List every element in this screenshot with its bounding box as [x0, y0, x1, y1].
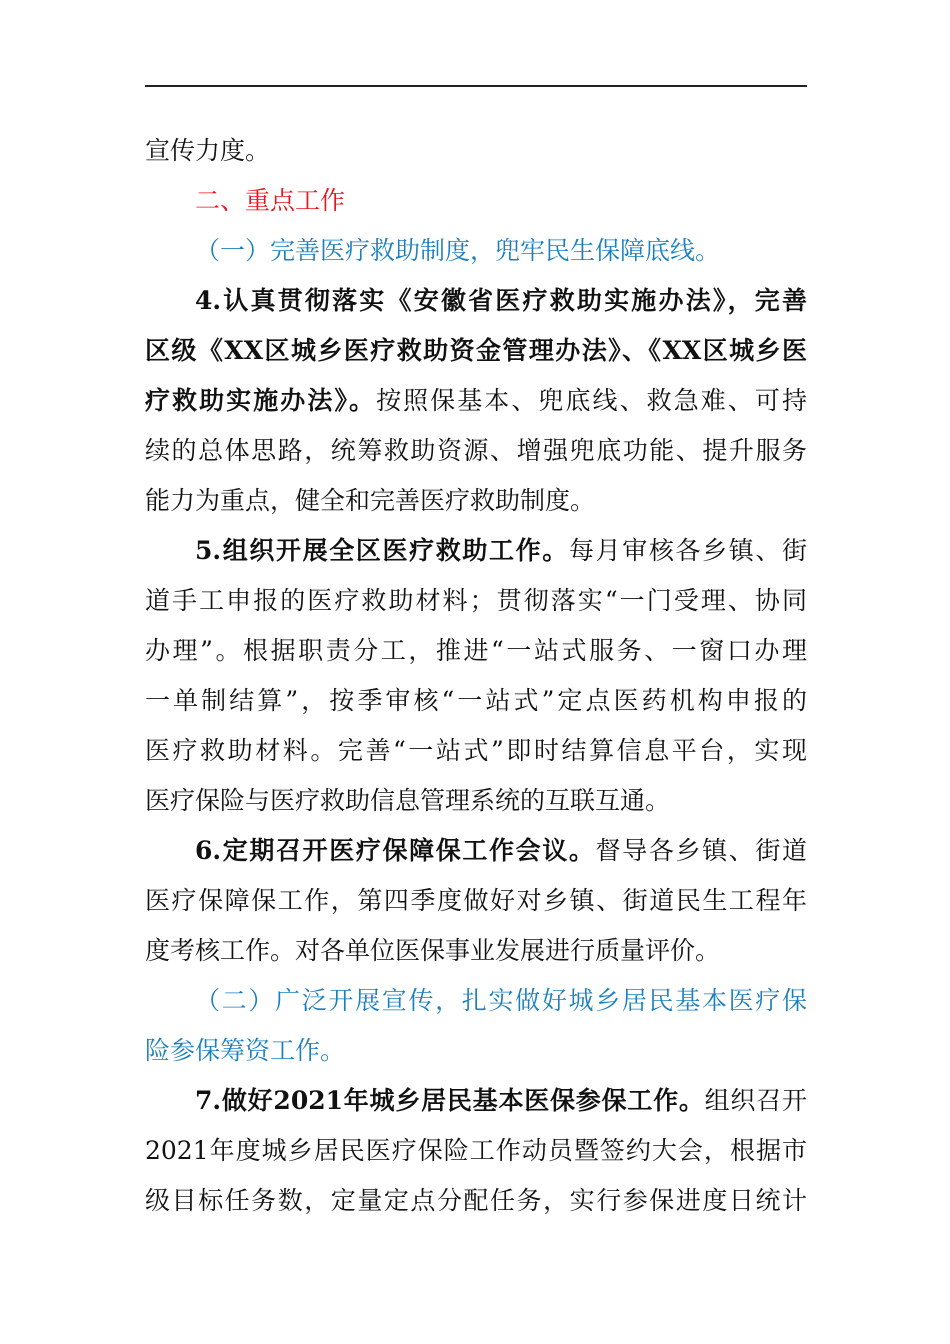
paragraph-line: 能力为重点，健全和完善医疗救助制度。: [145, 486, 596, 515]
subsection-heading: （一）完善医疗救助制度，兜牢民生保障底线。: [195, 236, 721, 265]
paragraph-line: 级目标任务数，定量定点分配任务，实行参保进度日统计: [145, 1186, 807, 1215]
subsection-heading: 险参保筹资工作。: [145, 1036, 346, 1065]
paragraph-line: 道手工申报的医疗救助材料；贯彻落实“一门受理、协同: [145, 586, 807, 615]
subsection-heading: （二）广泛开展宣传，扎实做好城乡居民基本医疗保: [195, 986, 807, 1015]
paragraph-line: 4.认真贯彻落实《安徽省医疗救助实施办法》，完善: [195, 286, 807, 315]
paragraph-line: 一单制结算”，按季审核“一站式”定点医药机构申报的: [145, 686, 807, 715]
paragraph-line: 区级《XX区城乡医疗救助资金管理办法》、《XX区城乡医: [145, 336, 807, 365]
paragraph-line: 医疗保障保工作，第四季度做好对乡镇、街道民生工程年: [145, 886, 807, 915]
header-rule: [145, 85, 807, 87]
paragraph-line: 医疗救助材料。完善“一站式”即时结算信息平台，实现: [145, 736, 807, 765]
paragraph-line: 办理”。根据职责分工，推进“一站式服务、一窗口办理: [145, 636, 807, 665]
section-heading: 二、重点工作: [195, 186, 346, 215]
paragraph-line: 疗救助实施办法》。按照保基本、兜底线、救急难、可持: [145, 386, 807, 415]
paragraph-line: 医疗保险与医疗救助信息管理系统的互联互通。: [145, 786, 671, 815]
paragraph-line: 度考核工作。对各单位医保事业发展进行质量评价。: [145, 936, 721, 965]
paragraph-line: 5.组织开展全区医疗救助工作。每月审核各乡镇、街: [195, 536, 807, 565]
paragraph-line: 7.做好2021年城乡居民基本医保参保工作。组织召开: [195, 1086, 807, 1115]
paragraph-line: 2021年度城乡居民医疗保险工作动员暨签约大会，根据市: [145, 1136, 807, 1165]
paragraph-line: 6.定期召开医疗保障保工作会议。督导各乡镇、街道: [195, 836, 807, 865]
paragraph-line: 续的总体思路，统筹救助资源、增强兜底功能、提升服务: [145, 436, 807, 465]
text-line: 宣传力度。: [145, 136, 271, 165]
